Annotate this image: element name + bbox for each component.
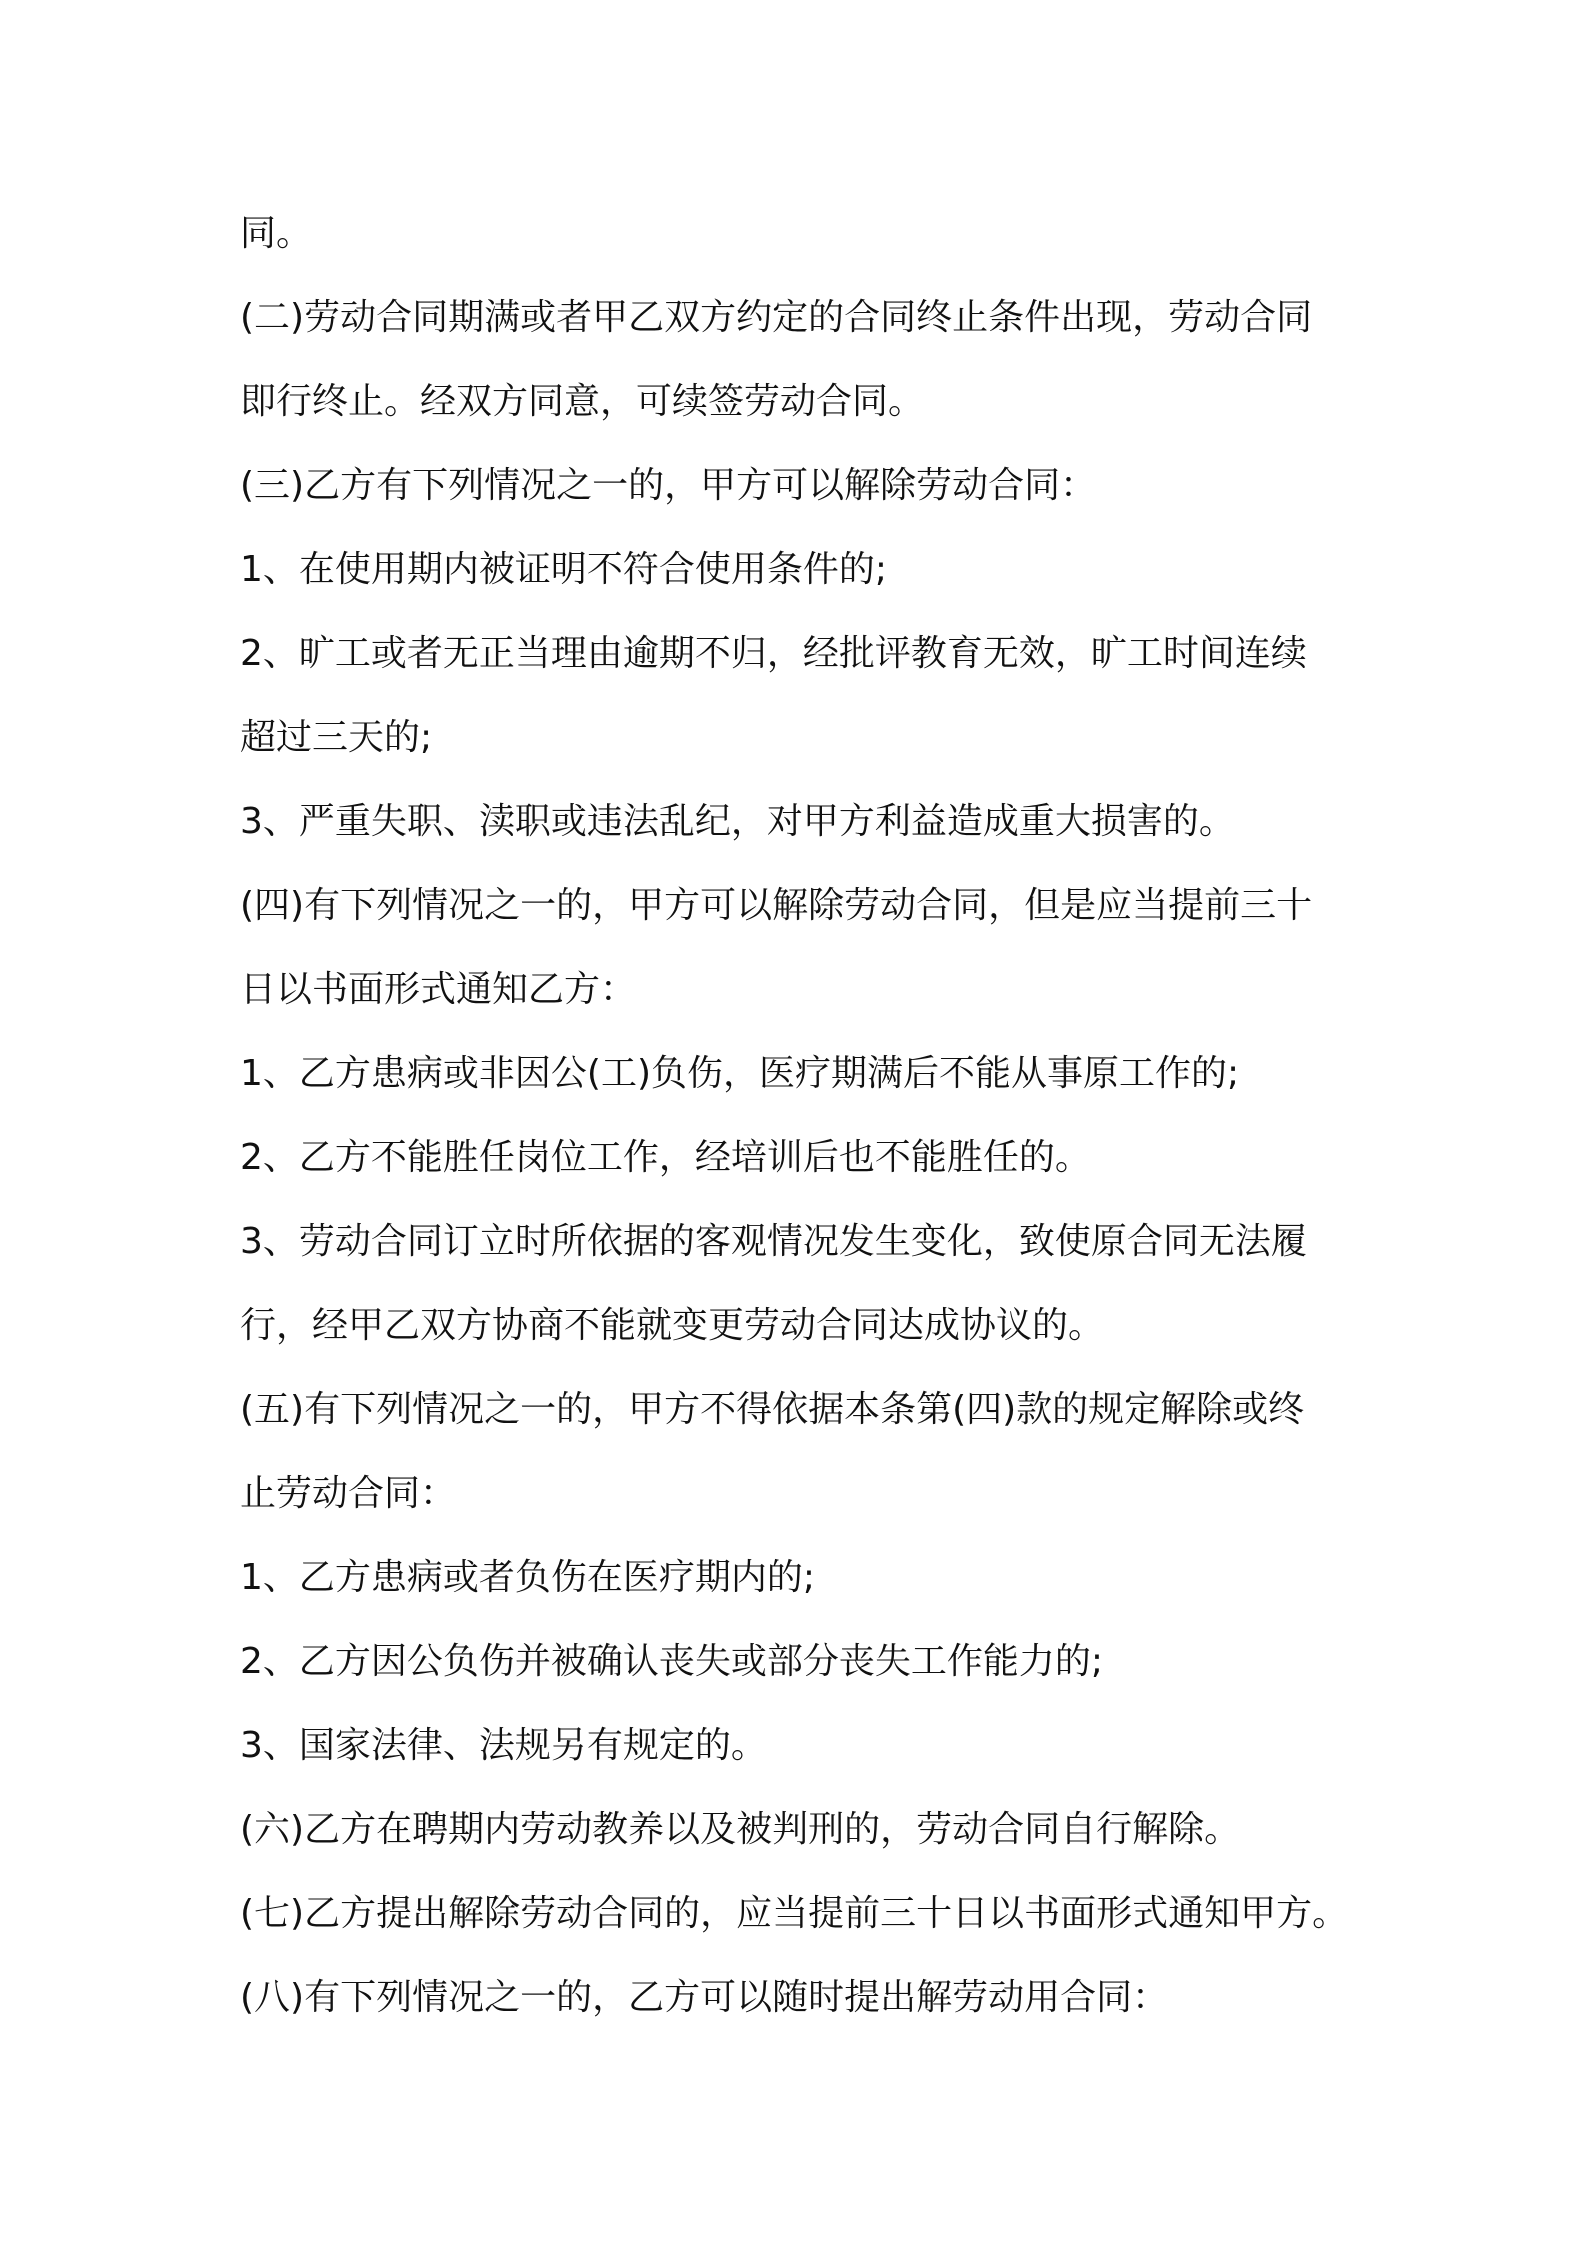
text-line: 1、乙方患病或者负伤在医疗期内的; <box>240 1557 816 1598</box>
text-line: 3、国家法律、法规另有规定的。 <box>240 1725 767 1766</box>
text-line: (五)有下列情况之一的，甲方不得依据本条第(四)款的规定解除或终 <box>240 1389 1305 1430</box>
text-line: 3、劳动合同订立时所依据的客观情况发生变化，致使原合同无法履 <box>240 1221 1307 1262</box>
text-line: 2、乙方不能胜任岗位工作，经培训后也不能胜任的。 <box>240 1137 1091 1178</box>
document-body <box>240 192 1380 2040</box>
text-line: 2、乙方因公负伤并被确认丧失或部分丧失工作能力的; <box>240 1641 1104 1682</box>
text-line: (六)乙方在聘期内劳动教养以及被判刑的，劳动合同自行解除。 <box>240 1809 1241 1850</box>
text-line: 同。 <box>240 213 313 254</box>
text-line: 行，经甲乙双方协商不能就变更劳动合同达成协议的。 <box>240 1305 1105 1346</box>
text-line: (七)乙方提出解除劳动合同的，应当提前三十日以书面形式通知甲方。 <box>240 1893 1349 1934</box>
text-line: 止劳动合同： <box>240 1473 457 1514</box>
text-line: 日以书面形式通知乙方： <box>240 969 637 1010</box>
text-line: (三)乙方有下列情况之一的，甲方可以解除劳动合同： <box>240 465 1097 506</box>
text-line: 即行终止。经双方同意，可续签劳动合同。 <box>240 381 925 422</box>
text-line: 超过三天的; <box>240 717 433 758</box>
text-line: 2、旷工或者无正当理由逾期不归，经批评教育无效，旷工时间连续 <box>240 633 1307 674</box>
text-line: (四)有下列情况之一的，甲方可以解除劳动合同，但是应当提前三十 <box>240 885 1313 926</box>
text-line: 1、在使用期内被证明不符合使用条件的; <box>240 549 888 590</box>
text-line: (二)劳动合同期满或者甲乙双方约定的合同终止条件出现，劳动合同 <box>240 297 1313 338</box>
text-line: 3、严重失职、渎职或违法乱纪，对甲方利益造成重大损害的。 <box>240 801 1235 842</box>
text-line: 1、乙方患病或非因公(工)负伤，医疗期满后不能从事原工作的; <box>240 1053 1240 1094</box>
text-line: (八)有下列情况之一的，乙方可以随时提出解劳动用合同： <box>240 1977 1169 2018</box>
